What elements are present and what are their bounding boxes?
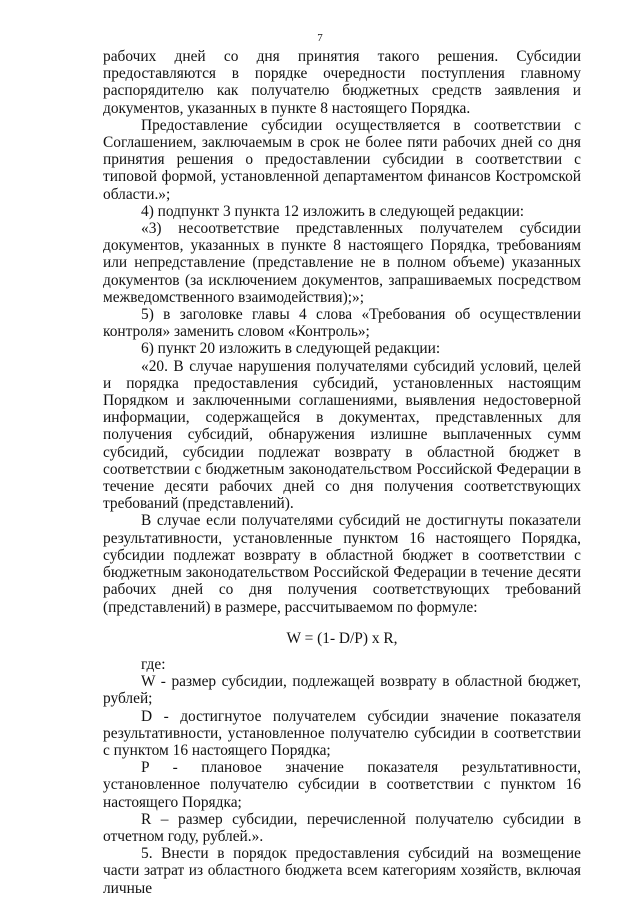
paragraph-item-20: «20. В случае нарушения получателями субсидий условий, целей и порядка предоставления субсидий, установленных настоящим Порядком и заключенными соглашениями, выявления недостоверной информации, содержащейся в документах, представленных для получения субсидий, обнаружения излишне выплаченных сумм субсидий, субсидии подлежат возврату в областной бюджет в соответствии с бюджетным законодательством Российской Федерации в течение десяти рабочих дней со дня получения соответствующих требований (представлений).: [103, 357, 581, 513]
page-number: 7: [317, 32, 323, 44]
paragraph-continuation: рабочих дней со дня принятия такого решения. Субсидии предоставляются в порядке очередности поступления главному распорядителю как получателю бюджетных средств заявления и документов, указанных в пункте 8 настоящего Порядка.: [103, 48, 581, 117]
paragraph-amendment-6: 6) пункт 20 изложить в следующей редакции:: [141, 340, 441, 358]
paragraph-amendment-5: 5) в заголовке главы 4 слова «Требования об осуществлении контроля» заменить словом «Контроль»;: [103, 306, 581, 341]
where-label: где:: [141, 655, 166, 673]
paragraph-item-5: 5. Внести в порядок предоставления субсидий на возмещение части затрат из областного бюджета всем категориям хозяйств, включая личные: [103, 845, 581, 897]
definition-p: P - плановое значение показателя результативности, установленное получателю субсидии в соответствии с пунктом 16 настоящего Порядка;: [103, 759, 581, 811]
definition-r: R – размер субсидии, перечисленной получателю субсидии в отчетном году, рублей.».: [103, 810, 581, 845]
document-body: [103, 48, 581, 897]
paragraph-performance-indicators: В случае если получателями субсидий не достигнуты показатели результативности, установленные пунктом 16 настоящего Порядка, субсидии подлежат возврату в областной бюджет в соответствии с бюджетным законодательством Российской Федерации в течение десяти рабочих дней со дня получения соответствующих требований (представлений) в размере, рассчитываемом по формуле:: [103, 512, 581, 616]
definition-w: W - размер субсидии, подлежащей возврату в областной бюджет, рублей;: [103, 673, 581, 708]
paragraph-amendment-4: 4) подпункт 3 пункта 12 изложить в следующей редакции:: [141, 202, 525, 220]
paragraph-subsidy-provision: Предоставление субсидии осуществляется в соответствии с Соглашением, заключаемым в срок не более пяти рабочих дней со дня принятия решения о предоставлении субсидии в соответствии с типовой формой, установленной департаментом финансов Костромской области.»;: [103, 116, 581, 203]
formula: W = (1- D/P) x R,: [286, 629, 398, 647]
paragraph-quoted-item-3: «3) несоответствие представленных получателем субсидии документов, указанных в пункте 8 настоящего Порядка, требованиям или непредставление (представление не в полном объеме) указанных документов (за исключением документов, запрашиваемых посредством межведомственного взаимодействия);»;: [103, 220, 581, 306]
definition-d: D - достигнутое получателем субсидии значение показателя результативности, установленное получателю субсидии в соответствии с пунктом 16 настоящего Порядка;: [103, 707, 581, 759]
